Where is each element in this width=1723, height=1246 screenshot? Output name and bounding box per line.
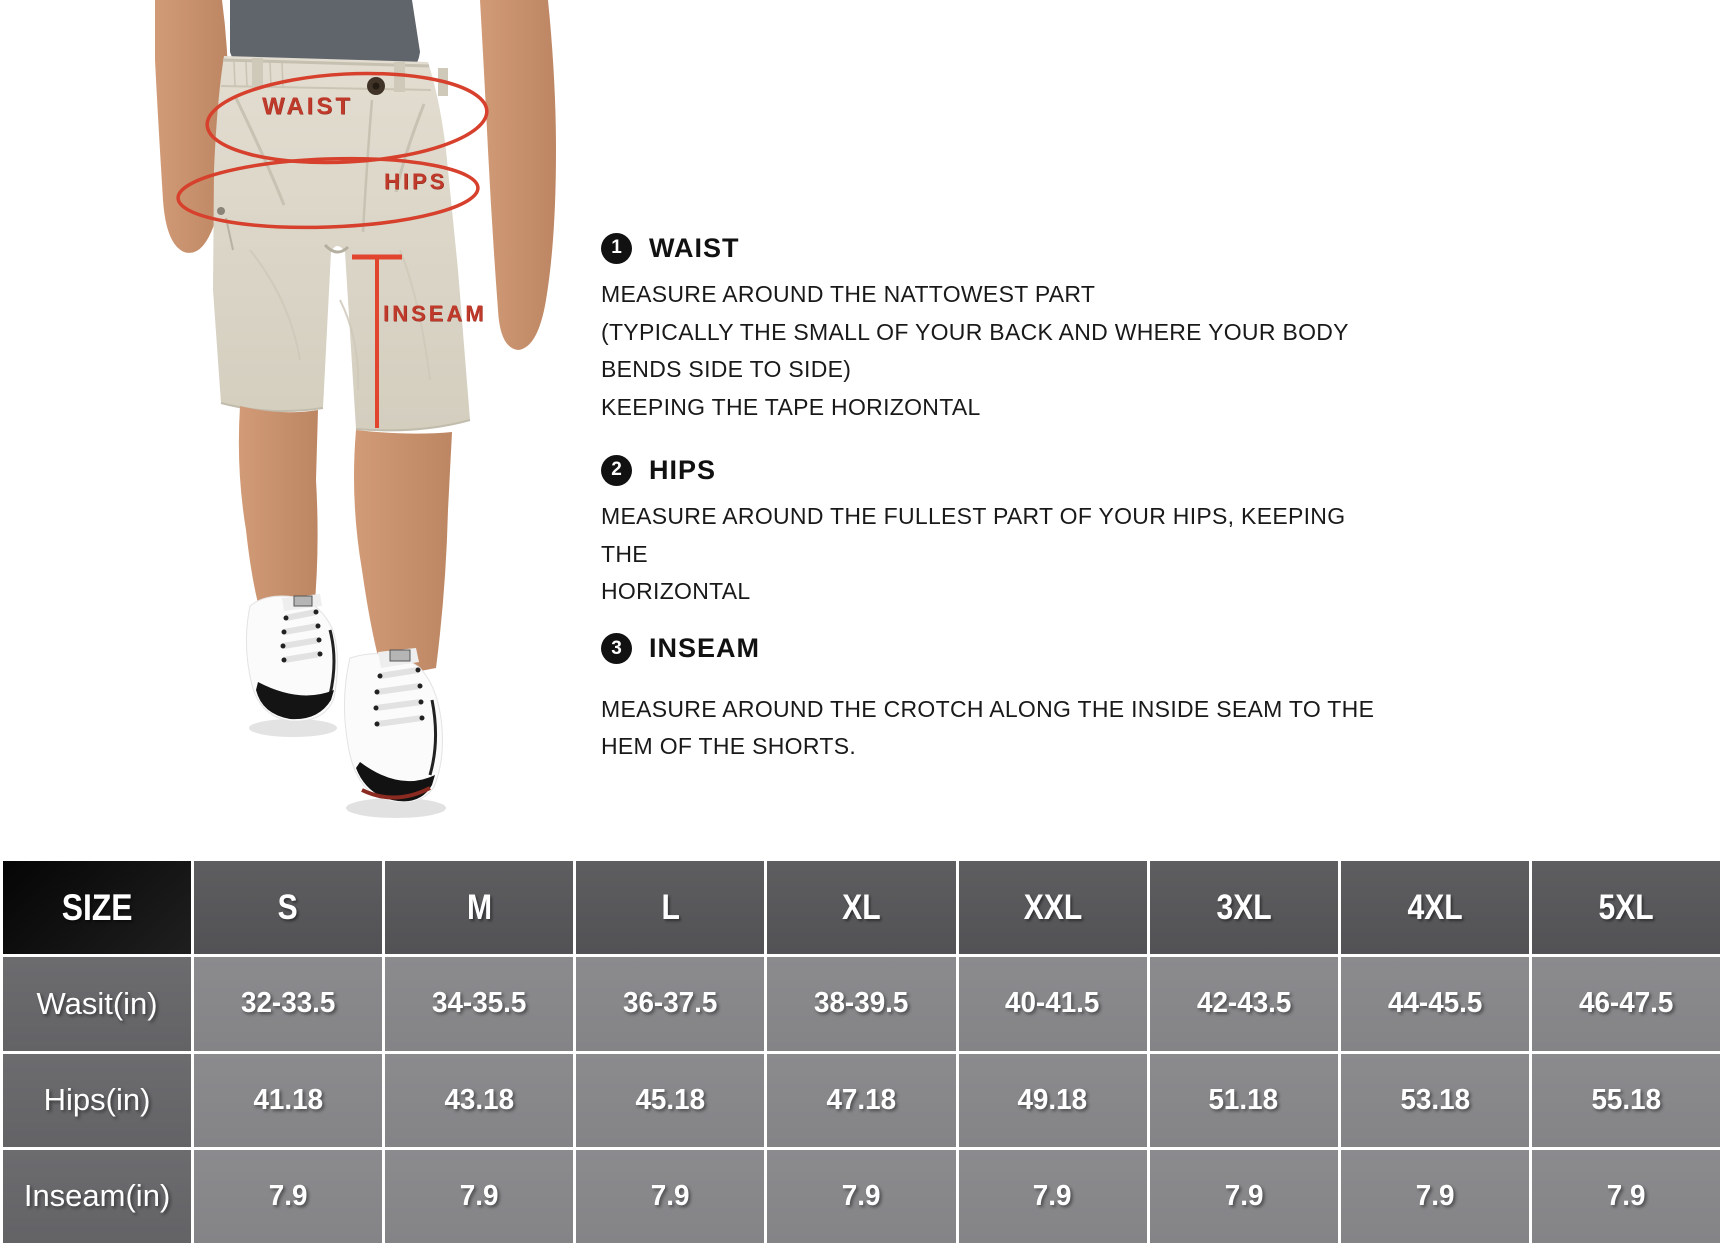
cell-value: 51.18	[1208, 1083, 1279, 1116]
instruction-line: MEASURE AROUND THE NATTOWEST PART	[601, 281, 1096, 307]
size-chart-table	[0, 858, 1723, 1246]
header-label: SIZE	[61, 886, 133, 928]
step-3-badge: 3	[601, 633, 632, 664]
cell-value: 7.9	[1606, 1179, 1646, 1212]
instruction-waist-heading	[601, 230, 1391, 266]
cell-value: 36-37.5	[623, 987, 718, 1020]
header-cell-5xl	[1532, 861, 1720, 954]
row-label-inseam: Inseam(in)	[3, 1150, 191, 1243]
header-cell-size	[3, 861, 191, 954]
hips-value-xl	[767, 1054, 955, 1147]
right-sneaker	[344, 648, 442, 803]
zip-pull	[217, 207, 225, 215]
inseam-value-3xl	[1150, 1150, 1338, 1243]
cell-value: 7.9	[268, 1179, 308, 1212]
belt-loop	[252, 58, 263, 88]
waist-value-3xl	[1150, 957, 1338, 1050]
instruction-waist-title: WAIST	[649, 232, 740, 263]
model-figure	[0, 0, 600, 850]
measure-instructions	[601, 230, 1391, 766]
hips-value-s	[194, 1054, 382, 1147]
instruction-waist-body	[601, 276, 1391, 426]
waist-value-s	[194, 957, 382, 1050]
instruction-inseam-heading	[601, 631, 1391, 667]
hips-value-xxl	[959, 1054, 1147, 1147]
cell-value: 45.18	[635, 1083, 706, 1116]
cell-value: 42-43.5	[1196, 987, 1291, 1020]
waist-value-xxl	[959, 957, 1147, 1050]
cell-value: 7.9	[1415, 1179, 1455, 1212]
cell-value: 7.9	[651, 1179, 690, 1212]
instruction-line: (TYPICALLY THE SMALL OF YOUR BACK AND WHERE YOUR BODY	[601, 318, 1349, 345]
instruction-hips-title: HIPS	[649, 454, 717, 485]
shoe-shadow	[249, 719, 337, 737]
header-label: XL	[842, 887, 881, 927]
cell-value: 32-33.5	[240, 987, 336, 1020]
waist-value-5xl	[1532, 957, 1720, 1050]
cell-value: 40-41.5	[1005, 987, 1100, 1020]
header-label: L	[661, 887, 680, 927]
cell-value: 7.9	[459, 1179, 499, 1212]
waist-value-xl	[767, 957, 955, 1050]
step-1-badge: 1	[601, 233, 632, 264]
cell-value: 43.18	[444, 1083, 515, 1116]
instruction-inseam-body	[601, 691, 1391, 766]
shorts-button-center	[373, 83, 380, 90]
cell-value: 41.18	[253, 1083, 324, 1116]
inseam-value-5xl	[1532, 1150, 1720, 1243]
header-label: 4XL	[1407, 887, 1463, 927]
right-leg	[354, 430, 452, 678]
header-cell-4xl	[1341, 861, 1529, 954]
hips-value-l	[576, 1054, 764, 1147]
header-cell-xl	[767, 861, 955, 954]
cell-value: 7.9	[842, 1179, 881, 1212]
waist-value-m	[385, 957, 573, 1050]
header-label: S	[278, 887, 299, 927]
header-label: XXL	[1023, 887, 1082, 927]
inseam-value-4xl	[1341, 1150, 1529, 1243]
instruction-inseam	[601, 631, 1391, 766]
inseam-value-xl	[767, 1150, 955, 1243]
waist-annotation-label: WAIST	[262, 93, 353, 120]
model-photo	[0, 0, 600, 850]
row-label-hips: Hips(in)	[3, 1054, 191, 1147]
cell-value: 47.18	[826, 1083, 897, 1116]
instruction-line: MEASURE AROUND THE FULLEST PART OF YOUR HIPS, KEEPING THE	[601, 503, 1346, 567]
instruction-line: HEM OF THE SHORTS.	[601, 733, 857, 759]
header-cell-m	[385, 861, 573, 954]
cell-value: 49.18	[1017, 1083, 1088, 1116]
cell-value: 46-47.5	[1578, 987, 1674, 1020]
waist-value-l	[576, 957, 764, 1050]
inseam-value-m	[385, 1150, 573, 1243]
header-label: M	[466, 887, 492, 927]
instruction-waist	[601, 230, 1391, 426]
left-leg	[239, 406, 318, 618]
right-arm	[480, 0, 556, 350]
row-label-waist: Wasit(in)	[3, 957, 191, 1050]
cell-value: 44-45.5	[1387, 987, 1483, 1020]
hips-annotation-label: HIPS	[384, 169, 448, 194]
instruction-line: MEASURE AROUND THE CROTCH ALONG THE INSIDE SEAM TO THE	[601, 695, 1375, 722]
waist-value-4xl	[1341, 957, 1529, 1050]
header-cell-s	[194, 861, 382, 954]
instruction-hips-heading	[601, 452, 1391, 488]
hips-value-4xl	[1341, 1054, 1529, 1147]
cell-value: 34-35.5	[432, 987, 527, 1020]
hips-value-3xl	[1150, 1054, 1338, 1147]
cell-value: 7.9	[1033, 1179, 1072, 1212]
instruction-line: KEEPING THE TAPE HORIZONTAL	[601, 393, 981, 420]
instruction-hips-body	[601, 498, 1391, 611]
step-2-badge: 2	[601, 455, 632, 486]
instruction-line: BENDS SIDE TO SIDE)	[601, 356, 852, 382]
instruction-hips	[601, 452, 1391, 611]
belt-loop	[394, 62, 405, 92]
header-label: 5XL	[1598, 887, 1654, 927]
inseam-value-xxl	[959, 1150, 1147, 1243]
cell-value: 53.18	[1399, 1083, 1470, 1116]
header-cell-xxl	[959, 861, 1147, 954]
cell-value: 7.9	[1224, 1179, 1264, 1212]
cell-value: 38-39.5	[814, 987, 909, 1020]
hips-value-5xl	[1532, 1054, 1720, 1147]
inseam-value-l	[576, 1150, 764, 1243]
inseam-annotation-label: INSEAM	[383, 301, 487, 326]
inseam-value-s	[194, 1150, 382, 1243]
cell-value: 55.18	[1591, 1083, 1661, 1116]
instruction-inseam-title: INSEAM	[649, 633, 761, 663]
header-cell-3xl	[1150, 861, 1338, 954]
left-sneaker	[246, 594, 337, 721]
hips-value-m	[385, 1054, 573, 1147]
instruction-line: HORIZONTAL	[601, 578, 751, 604]
header-label: 3XL	[1216, 887, 1272, 927]
header-cell-l	[576, 861, 764, 954]
